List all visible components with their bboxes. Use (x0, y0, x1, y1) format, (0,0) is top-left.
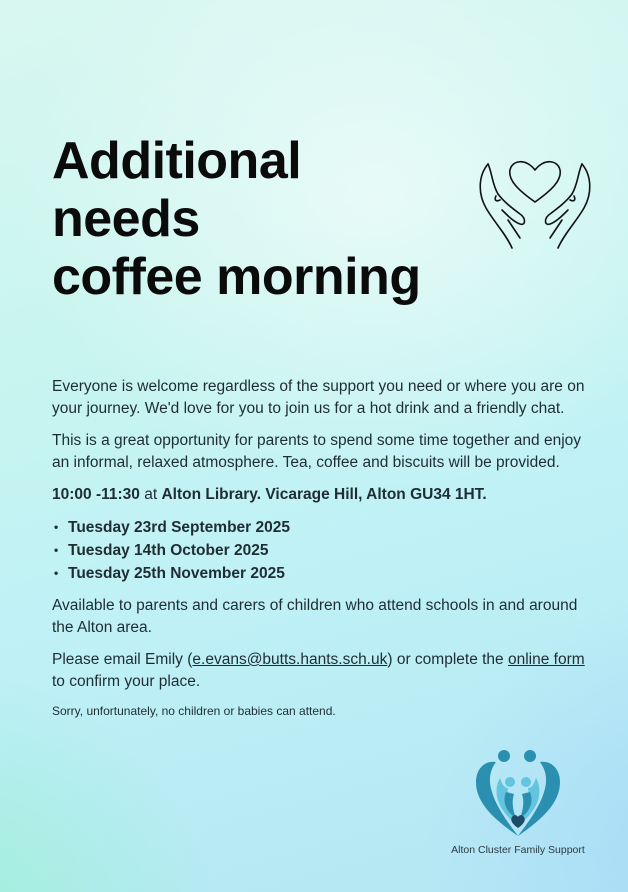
intro-paragraph-2: This is a great opportunity for parents to spend some time together and enjoy an informal, relaxed atmosphere. Tea, coffee and biscuits will be provided. (52, 432, 582, 471)
contact-suffix: to confirm your place. (52, 673, 201, 690)
contact-prefix: Please email Emily ( (52, 651, 193, 668)
event-date-item: • Tuesday 14th October 2025 (52, 539, 592, 562)
event-date-item: • Tuesday 23rd September 2025 (52, 516, 592, 539)
title-line-1: Additional (52, 132, 302, 190)
event-dates-list (52, 516, 592, 585)
event-location: Alton Library. Vicarage Hill, Alton GU34 1HT. (161, 486, 487, 503)
contact-middle: ) or complete the (387, 651, 508, 668)
family-support-logo (438, 748, 598, 863)
event-time-location (52, 484, 592, 506)
family-heart-logo (470, 748, 566, 840)
contact-text (52, 649, 592, 693)
eligibility-text: Available to parents and carers of children who attend schools in and around the Alton area. (52, 597, 578, 636)
event-time: 10:00 -11:30 (52, 486, 140, 503)
attendance-note: Sorry, unfortunately, no children or babies can attend. (52, 704, 336, 718)
online-form-link[interactable]: online form (507, 651, 585, 668)
email-link[interactable]: e.evans@butts.hants.sch.uk (192, 651, 388, 668)
title-line-3: coffee morning (52, 248, 421, 306)
page-title (52, 132, 532, 306)
logo-text: Alton Cluster Family Support (451, 844, 585, 856)
event-at: at (139, 486, 162, 503)
event-date-item: • Tuesday 25th November 2025 (52, 562, 592, 585)
main-content (52, 376, 592, 729)
hands-heart-icon (470, 150, 600, 260)
intro-paragraph-1: Everyone is welcome regardless of the support you need or where you are on your journey. We'd love for you to join us for a hot drink and a friendly chat. (52, 378, 585, 417)
title-line-2: needs (52, 190, 200, 248)
